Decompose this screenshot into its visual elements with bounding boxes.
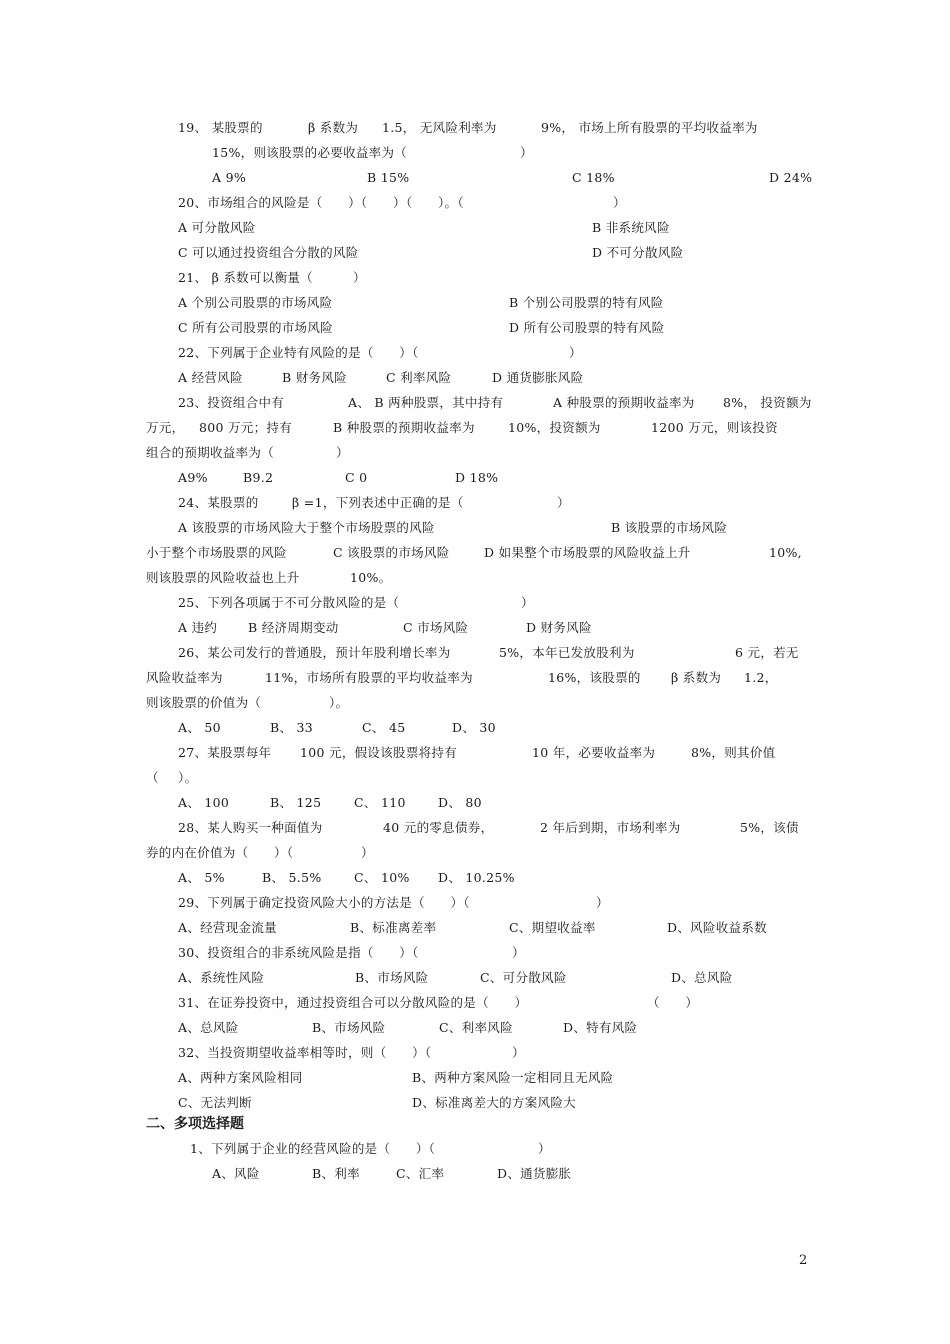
text-line <box>0 267 950 289</box>
text-segment: A、经营现金流量 <box>178 920 277 935</box>
text-segment: C、利率风险 <box>439 1020 513 1035</box>
text-segment: 10%, <box>769 545 802 560</box>
text-segment: 10%。 <box>350 570 392 585</box>
text-segment: B 财务风险 <box>282 370 347 385</box>
text-segment: C 所有公司股票的市场风险 <box>178 320 333 335</box>
text-segment: D 通货膨胀风险 <box>492 370 584 385</box>
text-segment: A、两种方案风险相同 <box>178 1070 303 1085</box>
section-heading: 二、多项选择题 <box>146 1116 244 1132</box>
text-segment: A 个别公司股票的市场风险 <box>178 295 333 310</box>
text-segment: ） <box>361 845 374 860</box>
text-line <box>0 817 950 839</box>
text-line <box>0 667 950 689</box>
text-segment: 6 元，若无 <box>735 645 799 660</box>
text-segment: C 该股票的市场风险 <box>333 545 450 560</box>
text-segment: 11%，市场所有股票的平均收益率为 <box>265 670 473 685</box>
text-segment: 30、投资组合的非系统风险是指（ ）（ <box>178 945 419 960</box>
text-segment: D、特有风险 <box>563 1020 638 1035</box>
text-segment: ） <box>520 145 533 160</box>
text-segment: 9%， 市场上所有股票的平均收益率为 <box>541 120 758 135</box>
text-segment: D、风险收益系数 <box>667 920 767 935</box>
text-segment: 组合的预期收益率为（ <box>146 445 275 460</box>
text-segment: C、 45 <box>362 720 406 735</box>
text-segment: B 15% <box>367 170 410 185</box>
text-segment: C、 10% <box>354 870 410 885</box>
text-segment: C 市场风险 <box>403 620 469 635</box>
text-segment: B9.2 <box>243 470 274 485</box>
text-segment: ） <box>596 895 609 910</box>
text-line <box>0 867 950 889</box>
text-segment: 27、某股票每年 <box>178 745 272 760</box>
text-segment: 1200 万元，则该投资 <box>651 420 778 435</box>
text-segment: B 个别公司股票的特有风险 <box>509 295 664 310</box>
text-segment: ） <box>521 595 534 610</box>
text-line <box>0 892 950 914</box>
text-line <box>0 792 950 814</box>
text-line <box>0 292 950 314</box>
text-segment: A 9% <box>212 170 247 185</box>
text-line <box>0 742 950 764</box>
text-segment: B 该股票的市场风险 <box>611 520 728 535</box>
text-line <box>0 767 950 789</box>
text-line <box>0 492 950 514</box>
text-segment: A9% <box>178 470 208 485</box>
text-segment: A 种股票的预期收益率为 <box>553 395 695 410</box>
text-segment: 26、某公司发行的普通股，预计年股利增长率为 <box>178 645 451 660</box>
text-segment: B、 5.5% <box>262 870 322 885</box>
text-segment: 16%，该股票的 <box>548 670 641 685</box>
text-segment: B、 125 <box>270 795 322 810</box>
text-segment: B、 33 <box>270 720 314 735</box>
text-line <box>0 342 950 364</box>
text-segment: （ <box>146 770 159 785</box>
text-line <box>0 467 950 489</box>
text-line <box>0 617 950 639</box>
text-segment: 15%，则该股票的必要收益率为（ <box>212 145 408 160</box>
text-segment: D、 30 <box>452 720 496 735</box>
text-segment: C、期望收益率 <box>509 920 596 935</box>
text-segment: β 系数为 <box>671 670 722 685</box>
text-segment: A、 100 <box>178 795 230 810</box>
text-segment: B、利率 <box>312 1166 360 1181</box>
text-segment: C 18% <box>572 170 615 185</box>
text-segment: 24、某股票的 <box>178 495 259 510</box>
text-segment: ）。 <box>178 770 198 785</box>
text-line <box>0 692 950 714</box>
text-segment: ） <box>512 945 525 960</box>
text-segment: 8%，则其价值 <box>691 745 776 760</box>
text-segment: A 该股票的市场风险大于整个市场股票的风险 <box>178 520 487 535</box>
text-segment: C、无法判断 <box>178 1095 252 1110</box>
text-segment: 20、市场组合的风险是（ ）（ ）（ ）。（ <box>178 195 464 210</box>
text-segment: 5%，该债 <box>740 820 799 835</box>
text-segment: A 可分散风险 <box>178 220 256 235</box>
text-line <box>0 717 950 739</box>
text-line <box>0 942 950 964</box>
text-line <box>0 842 950 864</box>
text-line <box>0 542 950 564</box>
text-segment: 22、下列属于企业特有风险的是（ ）（ <box>178 345 419 360</box>
text-line <box>0 1092 950 1114</box>
text-segment: 1、下列属于企业的经营风险的是（ ）（ <box>190 1141 436 1156</box>
text-segment: ） <box>613 195 626 210</box>
text-segment: 19、 某股票的 <box>178 120 263 135</box>
text-line <box>0 592 950 614</box>
text-segment: ） <box>512 1045 525 1060</box>
text-segment: 21、 β 系数可以衡量（ <box>178 270 313 285</box>
text-line <box>0 242 950 264</box>
text-segment: B 经济周期变动 <box>248 620 339 635</box>
text-line <box>0 217 950 239</box>
text-segment: 10%，投资额为 <box>508 420 601 435</box>
text-line <box>0 1138 950 1160</box>
text-segment: ） <box>538 1141 551 1156</box>
text-line <box>0 967 950 989</box>
text-segment: B、两种方案风险一定相同且无风险 <box>412 1070 614 1085</box>
text-segment: 则该股票的风险收益也上升 <box>146 570 300 585</box>
text-segment: D 24% <box>769 170 813 185</box>
text-segment: 28、某人购买一种面值为 <box>178 820 323 835</box>
text-line <box>0 367 950 389</box>
text-segment: 1.2， <box>744 670 778 685</box>
text-line <box>0 392 950 414</box>
page-number: 2 <box>799 1253 808 1268</box>
text-segment: C 0 <box>345 470 368 485</box>
text-segment: 券的内在价值为（ ）（ <box>146 845 294 860</box>
text-line <box>0 1163 950 1185</box>
text-segment: 32、当投资期望收益率相等时，则（ ）（ <box>178 1045 432 1060</box>
text-segment: 29、下列属于确定投资风险大小的方法是（ ）（ <box>178 895 470 910</box>
text-segment: 5%，本年已发放股利为 <box>499 645 635 660</box>
text-segment: 8%， 投资额为 <box>723 395 812 410</box>
text-line <box>0 442 950 464</box>
text-segment: D、总风险 <box>671 970 733 985</box>
text-segment: B、标准离差率 <box>350 920 437 935</box>
text-line <box>0 417 950 439</box>
text-segment: A、 B 两种股票，其中持有 <box>348 395 504 410</box>
text-line <box>0 317 950 339</box>
text-segment: D、标准离差大的方案风险大 <box>412 1095 576 1110</box>
text-segment: D 所有公司股票的特有风险 <box>509 320 665 335</box>
text-segment: A、总风险 <box>178 1020 239 1035</box>
text-line <box>0 992 950 1014</box>
text-segment: A 违约 <box>178 620 218 635</box>
text-segment: C 可以通过投资组合分散的风险 <box>178 245 359 260</box>
text-segment: 40 元的零息债券， <box>383 820 494 835</box>
text-segment: 800 万元；持有 <box>199 420 293 435</box>
text-line <box>0 567 950 589</box>
text-segment: ） <box>569 345 582 360</box>
text-segment: β =1，下列表述中正确的是（ <box>292 495 464 510</box>
text-line <box>0 117 950 139</box>
text-segment: C、可分散风险 <box>480 970 567 985</box>
text-segment: 2 年后到期，市场利率为 <box>540 820 681 835</box>
text-segment: D、 80 <box>438 795 482 810</box>
text-segment: 100 元，假设该股票将持有 <box>300 745 458 760</box>
text-segment: β 系数为 <box>308 120 359 135</box>
text-segment: 1.5， 无风险利率为 <box>382 120 497 135</box>
text-line <box>0 167 950 189</box>
text-line <box>0 1042 950 1064</box>
text-segment: ） <box>353 270 366 285</box>
text-segment: A、 50 <box>178 720 221 735</box>
text-segment: ） <box>336 445 349 460</box>
text-segment: 23、投资组合中有 <box>178 395 285 410</box>
text-segment: D 18% <box>455 470 499 485</box>
text-segment: 10 年，必要收益率为 <box>532 745 656 760</box>
text-segment: A、系统性风险 <box>178 970 265 985</box>
text-line <box>0 1067 950 1089</box>
text-segment: 万元， <box>146 420 185 435</box>
text-segment: D 不可分散风险 <box>592 245 684 260</box>
text-segment: B 种股票的预期收益率为 <box>333 420 475 435</box>
text-segment: D 财务风险 <box>526 620 592 635</box>
text-line <box>0 642 950 664</box>
text-segment: D 如果整个市场股票的风险收益上升 <box>484 545 691 560</box>
text-segment: A、 5% <box>178 870 225 885</box>
text-segment: B、市场风险 <box>355 970 429 985</box>
text-segment: A、风险 <box>212 1166 260 1181</box>
text-segment: 小于整个市场股票的风险 <box>146 545 287 560</box>
text-line <box>0 517 950 539</box>
text-segment: 风险收益率为 <box>146 670 223 685</box>
text-segment: C、汇率 <box>396 1166 445 1181</box>
text-segment: B、市场风险 <box>312 1020 386 1035</box>
text-segment: A 经营风险 <box>178 370 243 385</box>
text-segment: 31、在证券投资中，通过投资组合可以分散风险的是（ ） <box>178 995 528 1010</box>
text-line <box>0 192 950 214</box>
text-line <box>0 917 950 939</box>
text-segment: D、通货膨胀 <box>497 1166 572 1181</box>
text-segment: C 利率风险 <box>386 370 452 385</box>
text-segment: D、 10.25% <box>438 870 515 885</box>
text-segment: （ ） <box>647 995 699 1010</box>
text-segment: 则该股票的价值为（ <box>146 695 262 710</box>
text-segment: ）。 <box>329 695 349 710</box>
text-line <box>0 1017 950 1039</box>
text-segment: C、 110 <box>354 795 406 810</box>
text-segment: B 非系统风险 <box>592 220 670 235</box>
text-line <box>0 142 950 164</box>
text-segment: ） <box>557 495 570 510</box>
text-segment: 25、下列各项属于不可分散风险的是（ <box>178 595 400 610</box>
